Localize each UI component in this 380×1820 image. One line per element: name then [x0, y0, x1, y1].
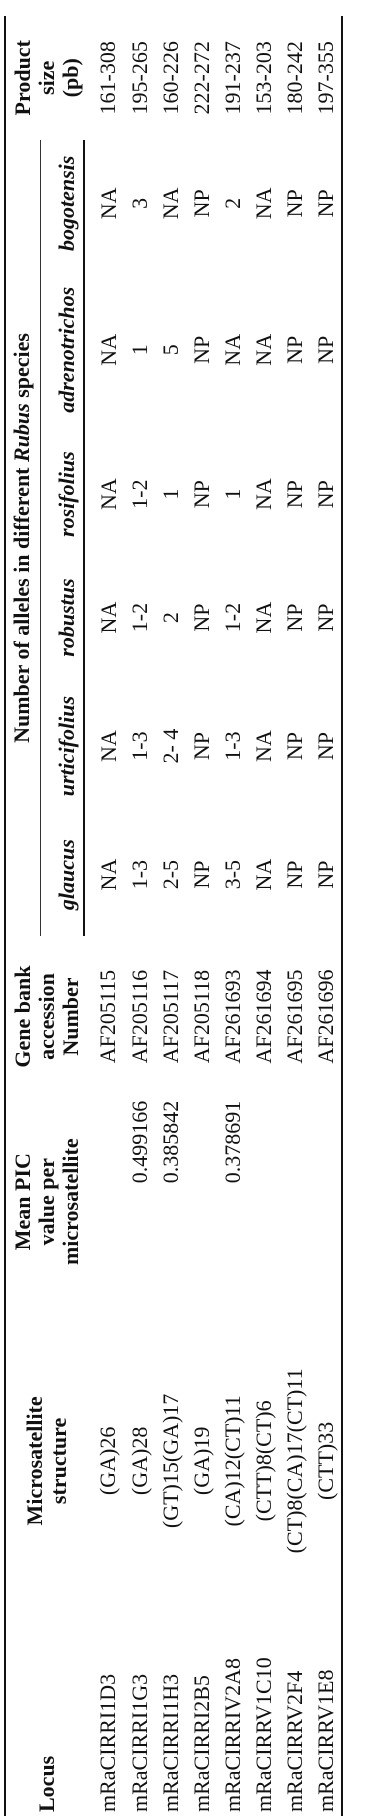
- allele-cell: NA: [95, 187, 121, 220]
- table-row: [279, 16, 310, 1816]
- locus-cell: mRaCIRRV1C10: [250, 1657, 276, 1812]
- allele-cell: 1: [219, 488, 245, 500]
- allele-cell: NP: [281, 335, 307, 364]
- allele-cell: NP: [310, 267, 342, 432]
- header-size-line: Product: [10, 40, 35, 116]
- allele-cell: NA: [95, 601, 121, 634]
- pic-cell: [310, 1097, 342, 1307]
- pic-cell: [248, 1097, 279, 1307]
- structure-cell: (GA)28: [126, 1426, 152, 1496]
- allele-cell: 3: [126, 197, 152, 209]
- product-size-cell: 161-308: [95, 41, 120, 115]
- allele-cell: NP: [310, 556, 342, 679]
- header-product-size: [5, 16, 84, 140]
- allele-cell: 1: [157, 488, 183, 500]
- structure-cell: (CTT)8(CT)6: [250, 1400, 276, 1522]
- structure-cell: (GA)26: [95, 1426, 120, 1496]
- header-species: adrenotrichos: [55, 267, 84, 432]
- table-row: [217, 16, 248, 1816]
- header-locus: Locus: [5, 1615, 84, 1816]
- genbank-cell: AF205115: [95, 969, 120, 1064]
- header-species: urticifolius: [55, 679, 84, 813]
- allele-cell: NP: [188, 189, 214, 218]
- locus-cell: mRaCIRRV2F4: [281, 1670, 307, 1812]
- header-size-line: (pb): [58, 58, 83, 98]
- header-pic: [5, 1097, 84, 1307]
- allele-cell: NP: [281, 189, 307, 218]
- allele-cell: NP: [281, 603, 307, 632]
- header-structure: [5, 1307, 84, 1616]
- genbank-cell: AF261695: [281, 969, 307, 1064]
- pic-cell: [186, 1097, 217, 1307]
- alleles-table: [4, 16, 343, 1816]
- product-size-cell: 222-272: [188, 41, 214, 115]
- allele-cell: 1-2: [126, 479, 152, 509]
- product-size-cell: 180-242: [281, 41, 307, 115]
- locus-cell: mRaCIRRI1G3: [126, 1673, 152, 1812]
- genbank-cell: AF261693: [219, 969, 245, 1064]
- locus-cell: mRaCIRRI1H3: [157, 1673, 183, 1812]
- header-pic-line: value per: [34, 1157, 59, 1246]
- allele-cell: NA: [250, 730, 276, 762]
- allele-cell: NP: [281, 860, 307, 889]
- genbank-cell: AF205118: [188, 969, 214, 1064]
- allele-cell: 1-3: [126, 859, 152, 890]
- product-size-cell: 197-355: [310, 16, 342, 140]
- header-structure-line: structure: [46, 1417, 71, 1505]
- allele-cell: NP: [188, 335, 214, 364]
- allele-cell: 5: [157, 344, 183, 356]
- allele-cell: 2: [157, 612, 183, 624]
- allele-cell: 1-2: [126, 602, 152, 633]
- header-genbank: [5, 936, 84, 1096]
- header-structure-line: Microsatellite: [22, 1396, 47, 1526]
- product-size-cell: 195-265: [126, 41, 152, 115]
- structure-cell: (CTT)33: [310, 1307, 342, 1616]
- product-size-cell: 153-203: [250, 41, 276, 115]
- table-body: [84, 16, 342, 1816]
- allele-cell: NA: [250, 478, 276, 511]
- header-pic-line: microsatellite: [58, 1138, 83, 1266]
- locus-cell: mRaCIRRV1E8: [310, 1615, 342, 1816]
- allele-cell: NA: [95, 333, 121, 366]
- header-species: bogotensis: [55, 140, 84, 268]
- header-alleles-genus: Rubus: [9, 403, 34, 462]
- allele-cell: NA: [95, 730, 121, 762]
- structure-cell: (GA)19: [188, 1426, 214, 1496]
- product-size-cell: 191-237: [219, 41, 245, 115]
- header-species: glaucus: [55, 813, 84, 936]
- header-alleles-group: [5, 140, 41, 937]
- allele-cell: NP: [188, 732, 214, 761]
- structure-cell: (CA)12(CT)11: [219, 1395, 245, 1527]
- table-row: [186, 16, 217, 1816]
- table-row: [248, 16, 279, 1816]
- allele-cell: NP: [310, 140, 342, 268]
- allele-cell: NA: [250, 333, 276, 366]
- header-size-line: size: [34, 60, 59, 95]
- allele-cell: NP: [310, 679, 342, 813]
- header-species: rosifolius: [55, 432, 84, 555]
- allele-cell: NA: [250, 858, 276, 891]
- table-row: [310, 16, 342, 1816]
- structure-cell: (GT)15(GA)17: [157, 1393, 183, 1529]
- allele-cell: NP: [281, 732, 307, 761]
- locus-cell: mRaCIRRIV2A8: [219, 1658, 245, 1812]
- table-row: [84, 16, 124, 1816]
- allele-cell: NA: [219, 333, 245, 366]
- table-row: [155, 16, 186, 1816]
- header-alleles-prefix: Number of alleles in different: [9, 461, 34, 743]
- allele-cell: 3-5: [219, 859, 245, 890]
- allele-cell: NA: [95, 478, 121, 511]
- header-genbank-line: Gene bank: [10, 965, 35, 1068]
- allele-cell: NP: [188, 860, 214, 889]
- pic-cell: 0.499166: [126, 1100, 152, 1184]
- pic-cell: 0.378691: [219, 1100, 245, 1184]
- allele-cell: NA: [95, 858, 121, 891]
- allele-cell: NA: [250, 187, 276, 220]
- genbank-cell: AF205117: [157, 969, 183, 1064]
- genbank-cell: AF205116: [126, 969, 152, 1064]
- locus-cell: mRaCIRRI2B5: [188, 1675, 214, 1812]
- allele-cell: NP: [188, 603, 214, 632]
- locus-cell: mRaCIRRI1D3: [95, 1673, 120, 1812]
- structure-cell: (CT)8(CA)17(CT)11: [281, 1368, 307, 1554]
- allele-cell: NP: [310, 813, 342, 936]
- header-genbank-line: Number: [58, 977, 83, 1056]
- allele-cell: 1-2: [219, 602, 245, 633]
- allele-cell: 1: [126, 344, 152, 356]
- product-size-cell: 160-226: [157, 41, 183, 115]
- allele-cell: NA: [157, 187, 183, 220]
- pic-cell: [279, 1097, 310, 1307]
- header-alleles-suffix: species: [9, 333, 34, 404]
- table-row: [124, 16, 155, 1816]
- allele-cell: NP: [281, 480, 307, 509]
- table-header: [5, 16, 84, 1816]
- header-species: robustus: [55, 556, 84, 679]
- allele-cell: 2- 4: [157, 728, 183, 764]
- header-genbank-line: accession: [34, 973, 59, 1060]
- header-pic-line: Mean PIC: [10, 1153, 35, 1251]
- allele-cell: 2-5: [157, 859, 183, 890]
- allele-cell: 1-3: [126, 731, 152, 761]
- genbank-cell: AF261694: [250, 969, 276, 1064]
- allele-cell: NP: [188, 480, 214, 509]
- pic-cell: 0.385842: [157, 1100, 183, 1184]
- allele-cell: 1-3: [219, 731, 245, 761]
- allele-cell: 2: [219, 197, 245, 209]
- allele-cell: NA: [250, 601, 276, 634]
- allele-cell: NP: [310, 432, 342, 555]
- pic-cell: [84, 1097, 124, 1307]
- genbank-cell: AF261696: [310, 936, 342, 1096]
